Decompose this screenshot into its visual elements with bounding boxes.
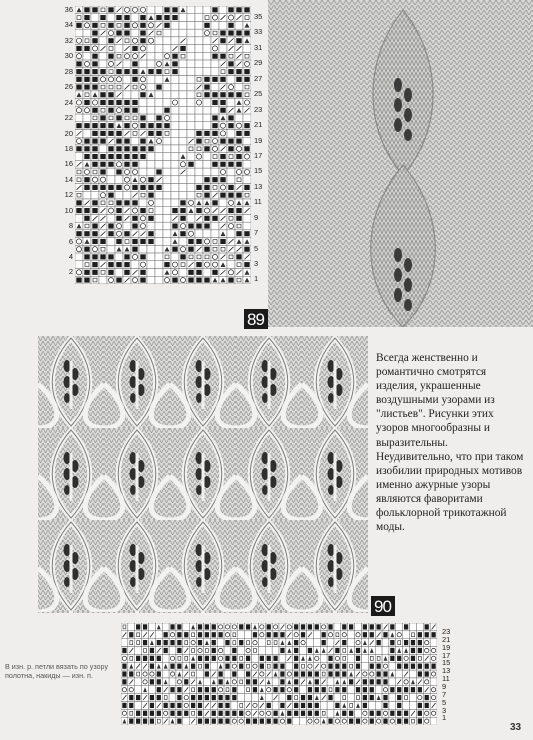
row-number: 1 [254, 274, 259, 284]
row-number: 6 [68, 236, 73, 246]
chart-90-grid [121, 623, 437, 725]
row-number: 11 [254, 197, 262, 207]
row-number: 35 [254, 12, 263, 21]
row-number: 36 [64, 5, 73, 14]
row-number: 26 [64, 82, 73, 92]
figure-90-number: 90 [371, 596, 395, 616]
row-number: 17 [442, 650, 451, 660]
row-number: 13 [442, 666, 451, 676]
row-number: 22 [64, 113, 73, 123]
row-number: 21 [254, 120, 263, 130]
row-number: 11 [442, 674, 450, 684]
row-number: 9 [442, 681, 447, 691]
page-number: 33 [510, 722, 522, 733]
swatch-89-image [268, 0, 533, 327]
row-number: 33 [254, 27, 263, 37]
row-number: 13 [254, 181, 263, 191]
row-number: 8 [68, 221, 73, 231]
row-number: 23 [442, 627, 451, 636]
row-number: 3 [442, 705, 447, 715]
row-number: 2 [68, 267, 73, 277]
row-number: 16 [64, 159, 73, 169]
chart-90-svg [121, 623, 437, 725]
row-number: 18 [64, 143, 73, 153]
row-number: 30 [64, 51, 73, 61]
row-number: 17 [254, 150, 263, 160]
row-number: 19 [254, 135, 263, 145]
row-number: 1 [442, 713, 447, 723]
row-number: 14 [64, 174, 73, 184]
row-number: 5 [442, 697, 447, 707]
row-number: 7 [442, 689, 447, 699]
row-number: 32 [64, 35, 73, 45]
row-number: 25 [254, 89, 263, 99]
chart-89-svg [75, 6, 251, 284]
row-number: 24 [64, 97, 73, 107]
row-number: 27 [254, 73, 263, 83]
row-number: 19 [442, 642, 451, 652]
row-number: 12 [64, 190, 73, 200]
chart-89-grid [75, 6, 251, 284]
swatch-90-photo [38, 336, 368, 613]
chart-note: В изн. р. петли вязать по узору полотна, накиды — изн. п. [5, 662, 109, 680]
row-number: 21 [442, 634, 451, 644]
row-number: 34 [64, 20, 73, 30]
swatch-90-image [38, 336, 368, 613]
row-number: 10 [64, 205, 73, 215]
row-number: 5 [254, 243, 259, 253]
figure-89-number: 89 [244, 309, 268, 329]
row-number: 31 [254, 42, 263, 52]
row-number: 29 [254, 58, 263, 68]
row-number: 4 [68, 252, 73, 262]
row-number: 15 [442, 658, 451, 668]
description-text: Всегда женственно и романтично смотрятся изделия, украшенные воздушными узорами из "листьев". Рисунки этих узоров многообразны и выразительны. Неудивительно, что при таком изобилии природных мотивов именно ажурные узоры являются фаворитами фольклорной трикотажной моды. [376, 352, 524, 534]
row-number: 28 [64, 66, 73, 76]
row-number: 15 [254, 166, 263, 176]
row-number: 20 [64, 128, 73, 138]
row-number: 9 [254, 212, 259, 222]
row-number: 23 [254, 104, 263, 114]
swatch-89-photo [268, 0, 533, 327]
row-number: 3 [254, 259, 259, 269]
row-number: 7 [254, 228, 259, 238]
